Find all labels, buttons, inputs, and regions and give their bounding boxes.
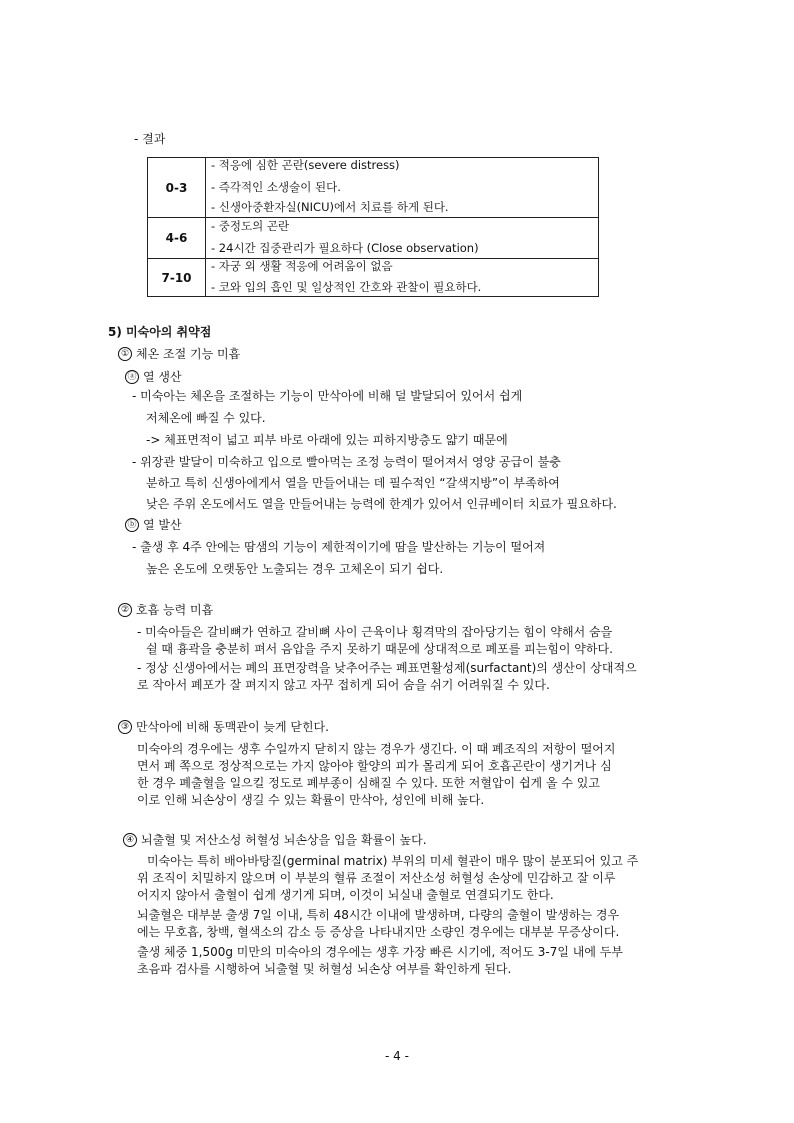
subitem-title: 열 발산 — [143, 518, 182, 532]
score-range-cell: 7-10 — [148, 259, 206, 297]
description-line: - 즉각적인 소생술이 된다. — [211, 180, 341, 194]
subitem-heading — [125, 369, 182, 385]
item-heading — [123, 832, 427, 848]
score-description-cell — [206, 218, 599, 259]
paragraph-line: 에는 무호흡, 창백, 혈색소의 감소 등 증상을 나타내지만 소량인 경우에는 대부분 무증상이다. — [137, 925, 620, 939]
paragraph-line: 저체온에 빠질 수 있다. — [146, 411, 266, 425]
item-heading — [118, 346, 240, 362]
paragraph-line: -> 체표면적이 넓고 피부 바로 아래에 있는 피하지방층도 얇기 때문에 — [146, 433, 508, 447]
paragraph-line: 높은 온도에 오랫동안 노출되는 경우 고체온이 되기 쉽다. — [146, 562, 444, 576]
table-row — [148, 218, 599, 259]
paragraph-line: 위 조직이 치밀하지 않으며 이 부분의 혈류 조절이 저산소성 허혈성 손상에 민감하고 잘 이루 — [137, 871, 616, 885]
paragraph-line: 미숙아는 특히 배아바탕질(germinal matrix) 부위의 미세 혈관이 매우 많이 분포되어 있고 주 — [147, 854, 639, 868]
description-line: - 코와 입의 흡인 및 일상적인 간호와 관찰이 필요하다. — [211, 280, 482, 294]
section-title: 5) 미숙아의 취약점 — [108, 325, 212, 339]
paragraph-line: - 위장관 발달이 미숙하고 입으로 빨아먹는 조정 능력이 떨어져서 영양 공급이 불충 — [132, 455, 561, 469]
score-range-cell: 4-6 — [148, 218, 206, 259]
subitem-title: 열 생산 — [143, 370, 182, 384]
item-number: ③ — [118, 720, 132, 734]
paragraph-line: 분하고 특히 신생아에게서 열을 만들어내는 데 필수적인 “갈색지방”이 부족하여 — [146, 476, 560, 490]
apgar-score-table — [147, 157, 599, 297]
paragraph-line: 뇌출혈은 대부분 출생 7일 이내, 특히 48시간 이내에 발생하며, 다량의 출혈이 발생하는 경우 — [137, 908, 620, 922]
score-range-cell: 0-3 — [148, 158, 206, 218]
paragraph-line: 이로 인해 뇌손상이 생길 수 있는 확률이 만삭아, 성인에 비해 높다. — [137, 793, 485, 807]
score-description-cell — [206, 158, 599, 218]
item-number: ④ — [123, 833, 137, 847]
description-line: - 24시간 집중관리가 필요하다 (Close observation) — [211, 241, 479, 255]
description-line: - 적응에 심한 곤란(severe distress) — [211, 158, 400, 172]
paragraph-line: - 미숙아는 체온을 조절하는 기능이 만삭아에 비해 덜 발달되어 있어서 쉽게 — [132, 389, 523, 403]
paragraph-line: 낮은 주위 온도에서도 열을 만들어내는 능력에 한계가 있어서 인큐베이터 치료가 필요하다. — [146, 497, 617, 511]
item-number: ① — [118, 347, 132, 361]
result-heading: - 결과 — [134, 132, 166, 146]
description-line: - 중정도의 곤란 — [211, 219, 290, 233]
table-row — [148, 259, 599, 297]
paragraph-line: 초음파 검사를 시행하여 뇌출혈 및 허혈성 뇌손상 여부를 확인하게 된다. — [137, 962, 512, 976]
subitem-letter: ⓑ — [125, 518, 139, 532]
item-title: 체온 조절 기능 미흡 — [136, 347, 241, 361]
subitem-heading — [125, 517, 182, 533]
subitem-letter: ⓐ — [125, 370, 139, 384]
paragraph-line: - 출생 후 4주 안에는 땀샘의 기능이 제한적이기에 땀을 발산하는 기능이 떨어져 — [132, 540, 546, 554]
paragraph-line: 미숙아의 경우에는 생후 수일까지 닫히지 않는 경우가 생긴다. 이 때 폐조직의 저항이 떨어지 — [137, 742, 616, 756]
paragraph-line: - 미숙아들은 갈비뼈가 연하고 갈비뼈 사이 근육이나 횡격막의 잡아당기는 힘이 약해서 숨을 — [137, 625, 613, 639]
paragraph-line: 출생 체중 1,500g 미만의 미숙아의 경우에는 생후 가장 빠른 시기에, 적어도 3-7일 내에 두부 — [137, 945, 623, 959]
item-heading — [118, 719, 329, 735]
paragraph-line: 어지지 않아서 출혈이 쉽게 생기게 되며, 이것이 뇌실내 출혈로 연결되기도 한다. — [137, 888, 554, 902]
paragraph-line: 한 경우 폐출혈을 일으킬 정도로 폐부종이 심해질 수 있다. 또한 저혈압이 쉽게 올 수 있고 — [137, 776, 600, 790]
description-line: - 신생아중환자실(NICU)에서 치료를 하게 된다. — [211, 200, 449, 214]
item-number: ② — [118, 603, 132, 617]
item-title: 만삭아에 비해 동맥관이 늦게 닫힌다. — [136, 720, 329, 734]
paragraph-line: 쉴 때 흉곽을 충분히 펴서 음압을 주지 못하기 때문에 상대적으로 폐포를 피는힘이 약하다. — [146, 642, 613, 656]
table-row — [148, 158, 599, 218]
item-title: 뇌출혈 및 저산소성 허혈성 뇌손상을 입을 확률이 높다. — [141, 833, 427, 847]
paragraph-line: 로 작아서 폐포가 잘 펴지지 않고 자꾸 접히게 되어 숨을 쉬기 어려워질 수 있다. — [137, 678, 550, 692]
item-heading — [118, 602, 213, 618]
item-title: 호흡 능력 미흡 — [136, 603, 214, 617]
paragraph-line: 면서 폐 쪽으로 정상적으로는 가지 않아야 할양의 피가 몰리게 되어 호흡곤란이 생기거나 심 — [137, 759, 612, 773]
description-line: - 자궁 외 생활 적응에 어려움이 없음 — [211, 259, 393, 273]
page-number: - 4 - — [385, 1049, 409, 1063]
paragraph-line: - 정상 신생아에서는 폐의 표면장력을 낮추어주는 폐표면활성제(surfactant)의 생산이 상대적으 — [137, 661, 637, 675]
score-description-cell — [206, 259, 599, 297]
